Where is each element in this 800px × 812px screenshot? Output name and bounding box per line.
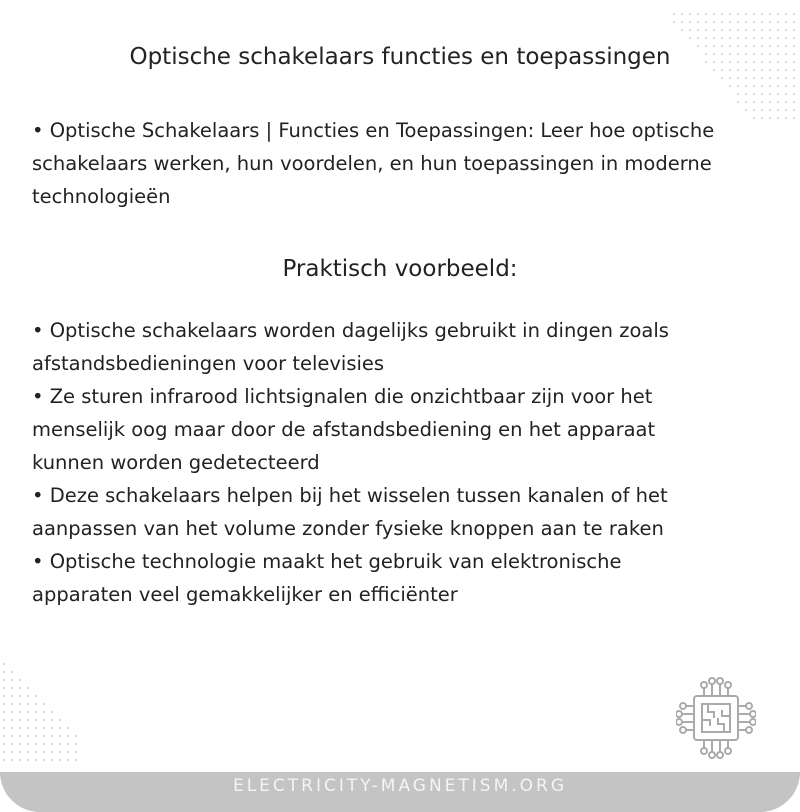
- intro-paragraph: [32, 114, 772, 213]
- text-line: • Deze schakelaars helpen bij het wisselen tussen kanalen of het: [32, 484, 668, 507]
- dot-pattern-bottom-left: [0, 660, 90, 770]
- text-line: menselijk oog maar door de afstandsbediening en het apparaat: [32, 418, 656, 441]
- text-line: • Optische technologie maakt het gebruik van elektronische: [32, 550, 622, 573]
- bullet-list: [32, 314, 772, 611]
- footer-site-link[interactable]: ELECTRICITY-MAGNETISM.ORG: [232, 776, 568, 796]
- text-line: • Optische schakelaars worden dagelijks gebruikt in dingen zoals: [32, 319, 669, 342]
- page-title: Optische schakelaars functies en toepassingen: [129, 44, 671, 70]
- text-line: • Ze sturen infrarood lichtsignalen die onzichtbaar zijn voor het: [32, 385, 653, 408]
- section-heading: Praktisch voorbeeld:: [282, 256, 518, 282]
- text-line: apparaten veel gemakkelijker en efficiënter: [32, 583, 458, 606]
- text-line: aanpassen van het volume zonder fysieke knoppen aan te raken: [32, 517, 664, 540]
- text-line: afstandsbedieningen voor televisies: [32, 352, 385, 375]
- text-line: schakelaars werken, hun voordelen, en hun toepassingen in moderne: [32, 152, 712, 175]
- text-line: • Optische Schakelaars | Functies en Toepassingen: Leer hoe optische: [32, 119, 715, 142]
- circuit-chip-icon: [676, 676, 756, 760]
- text-line: technologieën: [32, 185, 171, 208]
- text-line: kunnen worden gedetecteerd: [32, 451, 320, 474]
